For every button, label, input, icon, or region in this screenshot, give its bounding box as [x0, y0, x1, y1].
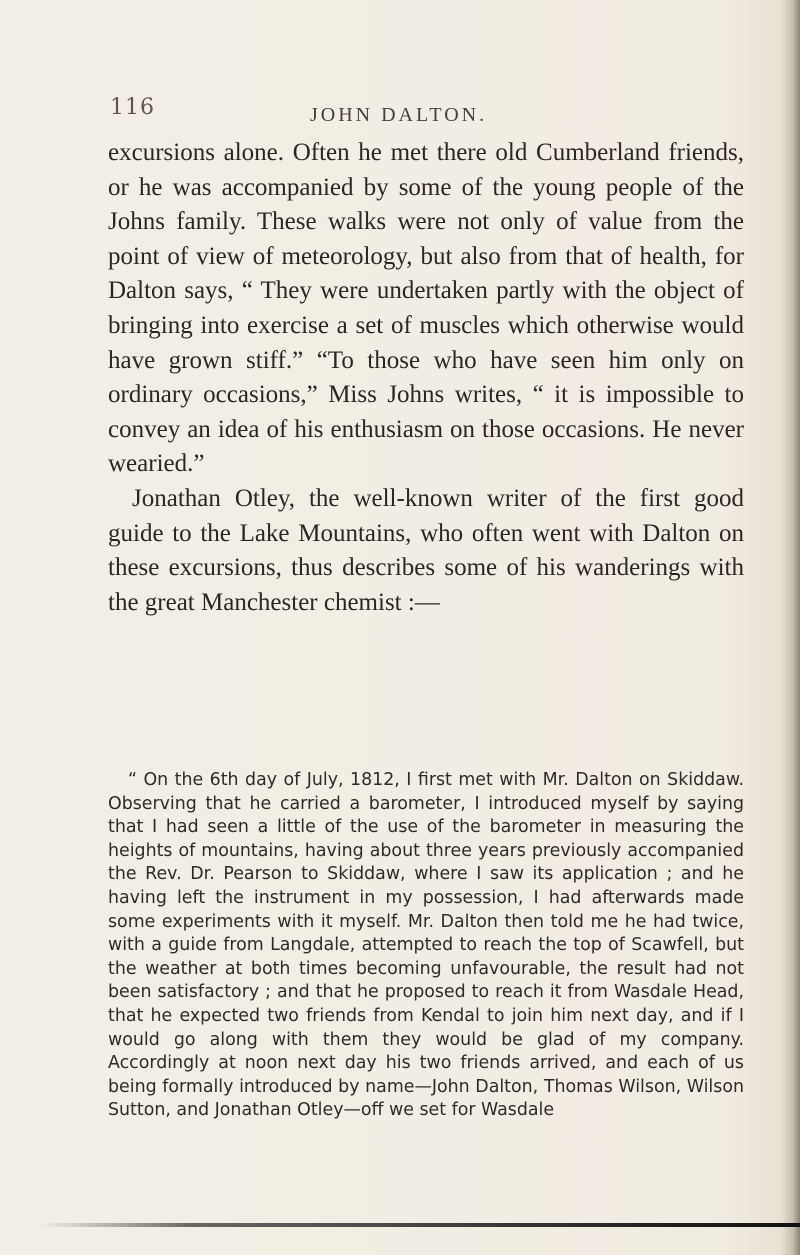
- running-head: JOHN DALTON.: [310, 104, 488, 126]
- paragraph: excursions alone. Often he met there old Cumberland friends, or he was accompanied by some of the young people of the Johns family. These walks were not only of value from the point of view of meteorology, but also from that of health, for Dalton says, “ They were undertaken partly with the object of bringing into exercise a set of muscles which otherwise would have grown stiff.” “To those who have seen him only on ordinary occasions,” Miss Johns writes, “ it is impossible to convey an idea of his enthusiasm on those occasions. He never wearied.”: [108, 139, 744, 478]
- body-text: [108, 136, 744, 620]
- page-number: 116: [110, 95, 155, 120]
- bottom-edge-rule: [40, 1223, 800, 1227]
- page-spine-shadow: [782, 0, 800, 1255]
- block-quote: “ On the 6th day of July, 1812, I first met with Mr. Dalton on Skiddaw. Observing that he carried a barometer, I introduced myself by saying that I had seen a little of the use of the barometer in measuring the heights of mountains, having about three years previously accompanied the Rev. Dr. Pearson to Skiddaw, where I saw its application ; and he having left the instrument in my possession, I had afterwards made some experiments with it myself. Mr. Dalton then told me he had twice, with a guide from Langdale, attempted to reach the top of Scawfell, but the weather at both times becoming unfavourable, the result had not been satisfactory ; and that he proposed to reach it from Wasdale Head, that he expected two friends from Kendal to join him next day, and if I would go along with them they would be glad of my company. Accordingly at noon next day his two friends arrived, and each of us being formally introduced by name—John Dalton, Thomas Wilson, Wilson Sutton, and Jonathan Otley—off we set for Wasdale: [108, 770, 744, 1121]
- paragraph: Jonathan Otley, the well-known writer of the first good guide to the Lake Mountains, who often went with Dalton on these excursions, thus describes some of his wanderings with the great Manchester chemist :—: [108, 484, 744, 616]
